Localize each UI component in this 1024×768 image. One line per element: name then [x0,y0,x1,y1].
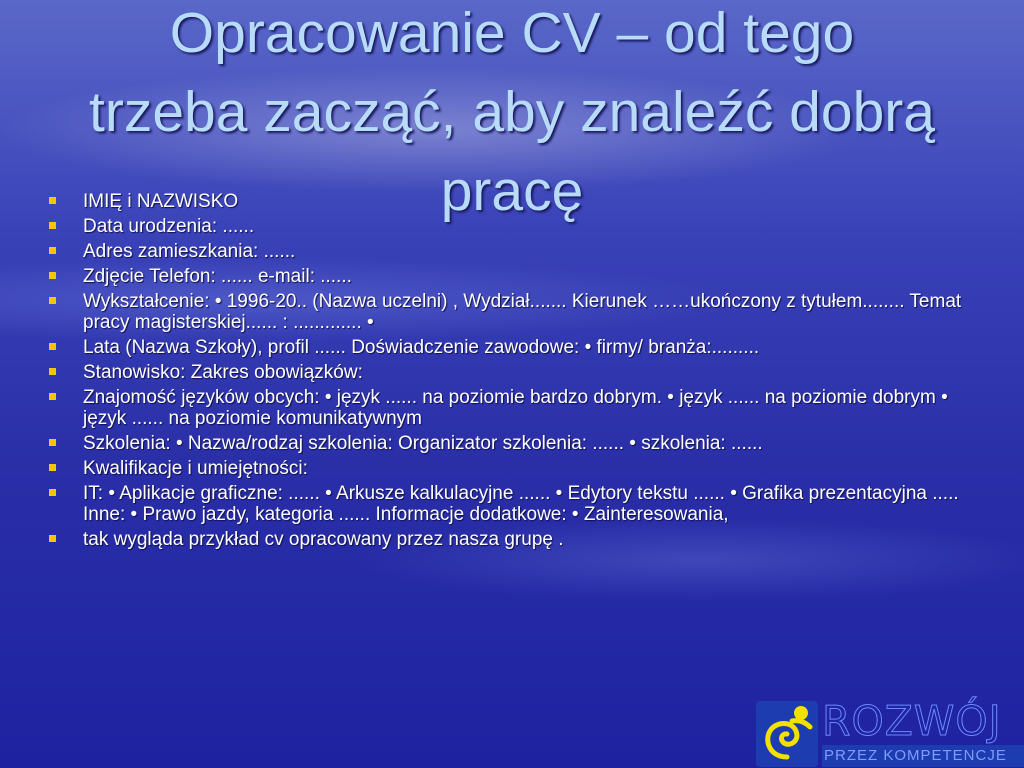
bullet-icon [49,393,56,400]
rozwoj-logo [752,697,1024,768]
list-item-text: IMIĘ i NAZWISKO [83,191,239,212]
list-item [48,291,968,333]
list-item-text: Znajomość języków obcych: • język ...... na poziomie bardzo dobrym. • język ...... na poziomie dobrym • język ...... na poziomie komunikatywnym [83,387,948,429]
bullet-icon [49,489,56,496]
list-item [48,458,968,479]
list-item [48,191,968,212]
list-item-text: Zdjęcie Telefon: ...... e-mail: ...... [83,266,352,287]
title-line-1: Opracowanie CV – od tego [169,1,855,65]
list-item [48,433,968,454]
logo-wordmark: ROZWÓJ [822,697,1002,745]
list-item-text: Data urodzenia: ...... [83,216,255,237]
logo-subtitle: PRZEZ KOMPETENCJE [822,745,1024,767]
list-item [48,266,968,287]
bullet-icon [49,368,56,375]
bullet-icon [49,247,56,254]
bullet-icon [49,297,56,304]
list-item-text: Kwalifikacje i umiejętności: [83,458,308,479]
list-item [48,483,968,525]
list-item [48,387,968,429]
bullet-icon [49,535,56,542]
list-item [48,337,968,358]
list-item-text: Stanowisko: Zakres obowiązków: [83,362,363,383]
list-item-text: Szkolenia: • Nazwa/rodzaj szkolenia: Organizator szkolenia: ...... • szkolenia: ...... [83,433,763,454]
spiral-logo-icon [756,701,818,767]
list-item-text: Lata (Nazwa Szkoły), profil ...... Doświadczenie zawodowe: • firmy/ branża:......... [83,337,760,358]
bullet-icon [49,197,56,204]
bullet-icon [49,222,56,229]
list-item [48,529,968,550]
cv-bullet-list [48,191,968,554]
list-item-text: Adres zamieszkania: ...... [83,241,296,262]
list-item [48,362,968,383]
list-item [48,216,968,237]
bullet-icon [49,272,56,279]
bullet-icon [49,343,56,350]
title-line-2: trzeba zacząć, aby znaleźć dobrą [89,80,935,144]
bullet-icon [49,439,56,446]
list-item [48,241,968,262]
title-line-3: pracę [440,159,584,223]
list-item-text: IT: • Aplikacje graficzne: ...... • Arkusze kalkulacyjne ...... • Edytory tekstu ...... • Grafika prezentacyjna ..... Inne: • Prawo jazdy, kategoria ...... Informacje dodatkowe: • Zainteresowania, [83,483,959,525]
list-item-text: tak wygląda przykład cv opracowany przez nasza grupę . [83,529,564,550]
list-item-text: Wykształcenie: • 1996-20.. (Nazwa uczelni) , Wydział....... Kierunek ……ukończony z tytułem........ Temat pracy magisterskiej...... : ............. • [83,291,962,333]
bullet-icon [49,464,56,471]
